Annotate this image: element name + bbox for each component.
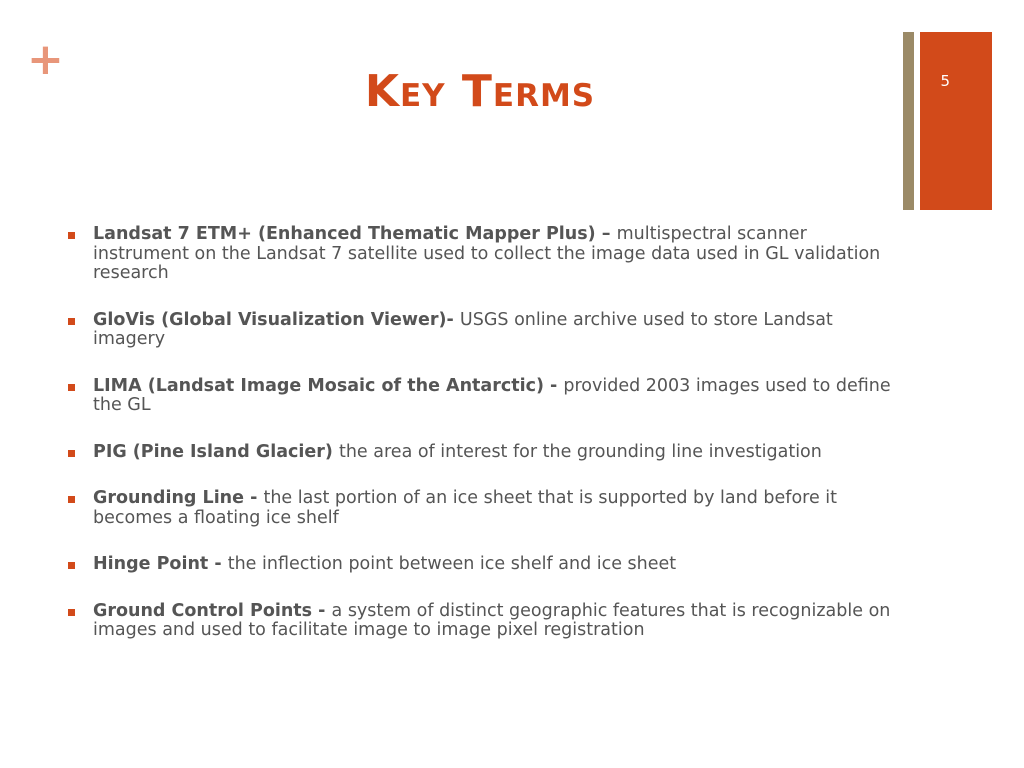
slide-number: 5 [940,72,950,90]
term-item [67,443,897,463]
term-name: Hinge Point - [93,554,228,574]
slide-title: Key Terms [364,66,596,117]
term-item [67,225,897,284]
term-item [67,377,897,416]
term-definition: the inflection point between ice shelf and ice sheet [227,554,677,574]
bullet-icon [68,384,75,391]
bullet-icon [68,232,75,239]
term-definition: the area of interest for the grounding line investigation [338,441,822,462]
term-definition: a system of distinct geographic features that is recognizable on images and used to facilitate image to image pixel registration [93,600,891,640]
key-terms-list [67,225,897,668]
term-definition: multispectral scanner instrument on the Landsat 7 satellite used to collect the image data used in GL validation research [93,224,881,283]
accent-stripe [903,32,914,210]
bullet-icon [68,609,75,616]
accent-block [920,32,992,210]
term-name: Ground Control Points - [93,600,332,621]
bullet-icon [68,318,75,325]
term-name: Grounding Line - [93,488,264,508]
term-definition: USGS online archive used to store Landsat imagery [93,309,833,349]
term-name: Landsat 7 ETM+ (Enhanced Thematic Mapper Plus) – [93,224,617,244]
term-item [67,489,897,528]
term-definition: provided 2003 images used to define the GL [93,375,891,415]
term-item [67,311,897,350]
term-definition: the last portion of an ice sheet that is supported by land before it becomes a floating ice shelf [93,488,838,528]
term-name: LIMA (Landsat Image Mosaic of the Antarctic) - [93,375,564,396]
bullet-icon [68,496,75,503]
term-name: GloVis (Global Visualization Viewer)- [93,309,460,330]
term-name: PIG (Pine Island Glacier) [93,441,339,462]
term-item [67,602,897,641]
bullet-icon [68,562,75,569]
bullet-icon [68,450,75,457]
plus-decoration: + [27,34,64,85]
term-item [67,555,897,575]
